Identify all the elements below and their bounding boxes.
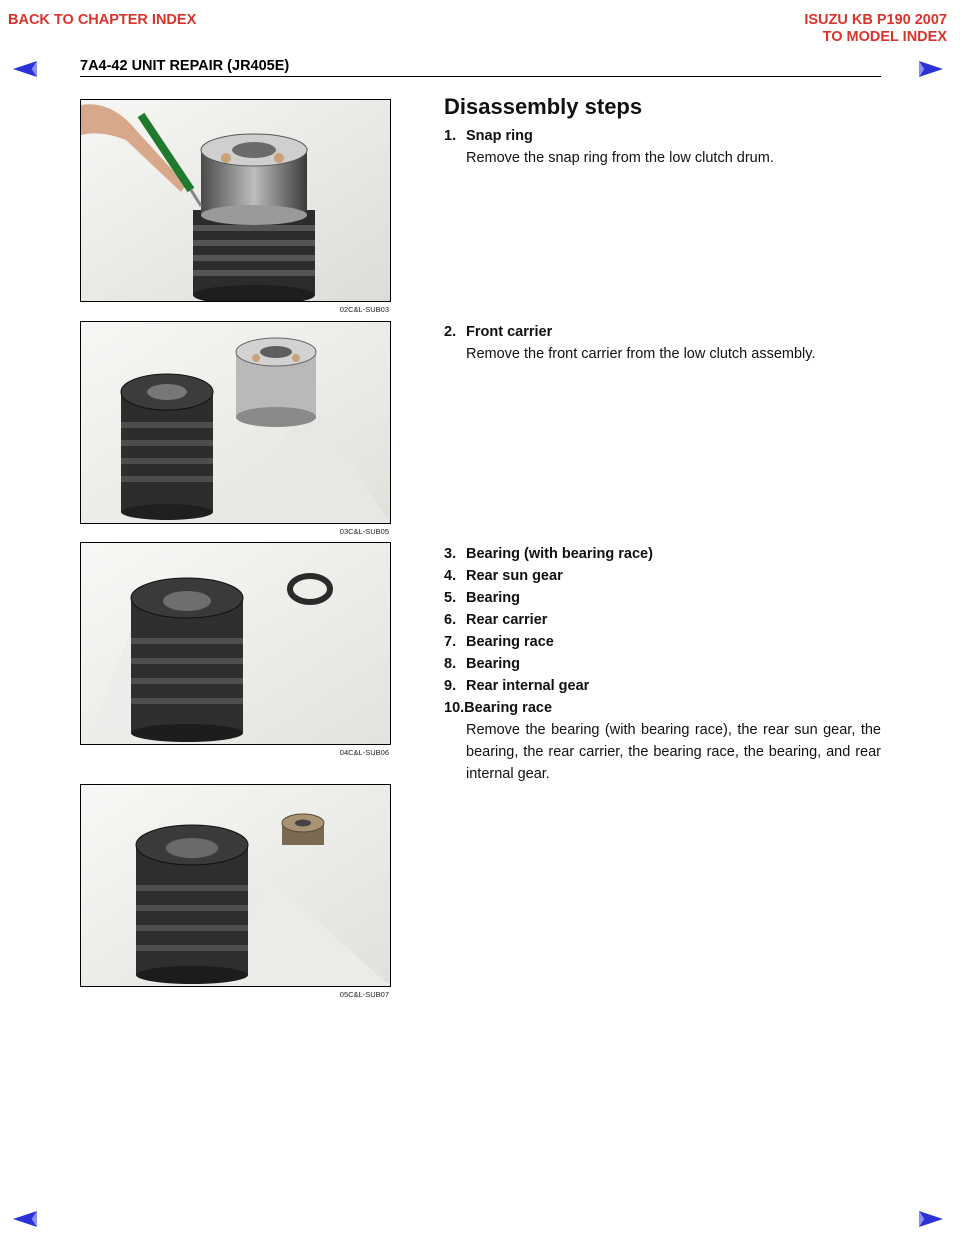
figure-rear-gear-photo: [80, 784, 391, 987]
previous-page-arrow-icon[interactable]: [12, 1210, 38, 1228]
step-item: [444, 675, 589, 697]
step-number: 1.: [444, 128, 457, 144]
step-label: Rear sun gear: [466, 568, 563, 584]
previous-page-arrow-icon[interactable]: [12, 60, 38, 78]
step-label: Bearing (with bearing race): [466, 546, 653, 562]
step-item: [444, 587, 520, 609]
step-item: [444, 653, 520, 675]
step-label: Bearing race: [464, 700, 553, 716]
step-number: 2.: [444, 324, 457, 340]
figure-bearing-photo: [80, 542, 391, 745]
step-number: 7.: [444, 634, 457, 650]
step-item: [444, 321, 552, 343]
figure-caption: 04C&L-SUB06: [339, 748, 389, 757]
next-page-arrow-icon[interactable]: [918, 1210, 944, 1228]
figure-snap-ring-photo: [80, 99, 391, 302]
step-number: 3.: [444, 546, 457, 562]
next-page-arrow-icon[interactable]: [918, 60, 944, 78]
step-item: [444, 631, 554, 653]
figure-caption: 03C&L-SUB05: [339, 527, 389, 536]
step-item: [444, 697, 552, 719]
step-label: Front carrier: [466, 324, 553, 340]
step-number: 4.: [444, 568, 457, 584]
step-label: Bearing: [466, 590, 520, 606]
step-label: Bearing: [466, 656, 520, 672]
step-number: 8.: [444, 656, 457, 672]
step-item: [444, 565, 563, 587]
step-number: 6.: [444, 612, 457, 628]
back-to-chapter-index-link[interactable]: BACK TO CHAPTER INDEX: [8, 12, 197, 28]
step-description: Remove the snap ring from the low clutch drum.: [466, 150, 774, 166]
step-item: [444, 609, 547, 631]
figure-caption: 05C&L-SUB07: [339, 990, 389, 999]
header-divider: [80, 76, 881, 77]
step-description: Remove the bearing (with bearing race), the rear sun gear, the bearing, the rear carrier, the bearing race, the bearing, and rear internal gear.: [466, 722, 881, 782]
step-number: 10.: [444, 700, 465, 716]
step-label: Snap ring: [466, 128, 533, 144]
step-number: 9.: [444, 678, 457, 694]
step-description: Remove the front carrier from the low clutch assembly.: [466, 346, 816, 362]
to-model-index-link[interactable]: TO MODEL INDEX: [822, 29, 947, 45]
step-label: Bearing race: [466, 634, 554, 650]
section-title: Disassembly steps: [444, 94, 643, 119]
step-number: 5.: [444, 590, 457, 606]
model-title-link[interactable]: ISUZU KB P190 2007: [804, 12, 947, 28]
step-label: Rear carrier: [466, 612, 548, 628]
step-item: [444, 543, 653, 565]
page-header-title: 7A4-42 UNIT REPAIR (JR405E): [80, 58, 290, 74]
step-item: [444, 125, 533, 147]
figure-caption: 02C&L-SUB03: [339, 305, 389, 314]
figure-front-carrier-photo: [80, 321, 391, 524]
step-label: Rear internal gear: [466, 678, 590, 694]
